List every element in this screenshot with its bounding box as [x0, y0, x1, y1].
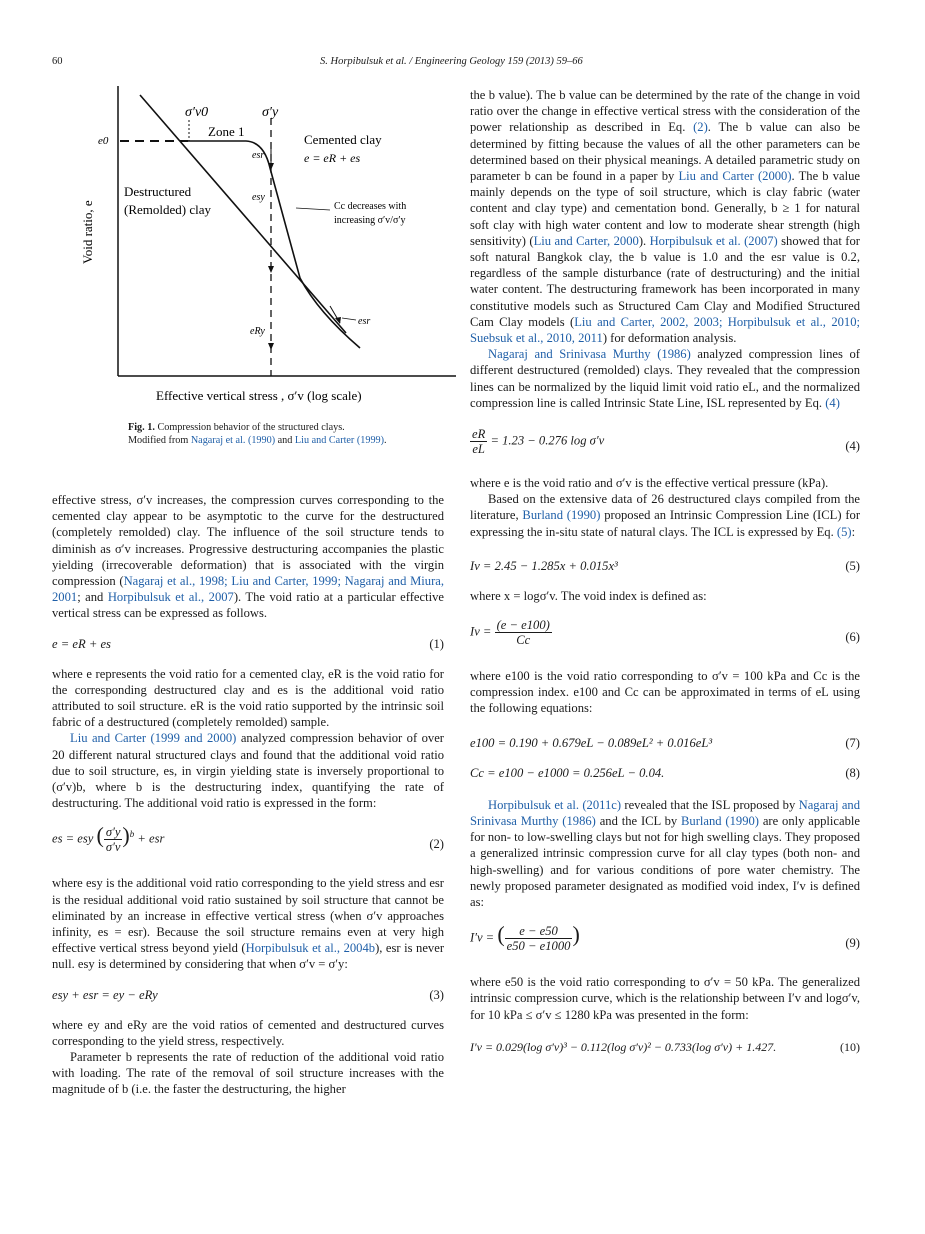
- compression-figure: [78, 78, 460, 408]
- left-paragraph-3: Liu and Carter (1999 and 2000) analyzed compression behavior of over 20 different natural structured clays and found that the additional void ratio due to soil structure, es, in virgin yielding state is inversely proportional to (σ′v)b, where b is the destructuring index, quantifying the rate of destructuring. The additional void ratio is expressed in the form:: [52, 731, 444, 811]
- left-paragraph-6: Parameter b represents the rate of reduction of the additional void ratio with loading. The rate of the removal of soil structure increases with the magnitude of b (i.e. the faster the destructuring, the higher: [52, 1050, 444, 1097]
- esr-leader: [342, 318, 356, 320]
- ref-link[interactable]: Nagaraj and Srinivasa Murthy (1986): [488, 347, 691, 362]
- caption-mod: Modified from: [128, 435, 189, 446]
- equation-10: I′v = 0.029(log σ′v)³ − 0.112(log σ′v)² − 0.733(log σ′v) + 1.427. (10): [470, 1039, 860, 1054]
- equation-8: Cc = e100 − e1000 = 0.256eL − 0.04. (8): [470, 765, 860, 780]
- label-esr-right: esr: [358, 316, 371, 327]
- label-cemented-eq: e = eR + es: [304, 151, 361, 165]
- running-title: S. Horpibulsuk et al. / Engineering Geology 159 (2013) 59–66: [320, 56, 583, 67]
- ref-link[interactable]: Burland (1990): [681, 813, 759, 828]
- equation-4: $\frac{eR}{eL}$ = 1.23 − 0.276 log σ′v (4): [472, 427, 860, 457]
- ref-link[interactable]: Liu and Carter, 2002, 2003; Horpibulsuk et al., 2010; Suebsuk et al., 2010, 2011: [470, 314, 860, 346]
- ref-link[interactable]: Horpibulsuk et al. (2011c): [488, 797, 622, 812]
- right-paragraph-2: Nagaraj and Srinivasa Murthy (1986) analyzed compression lines of different destructured (remolded) clays. They revealed that the compression lines can be normalized by the liquid limit void ratio eL, and the normalized compression line is called Intrinsic State Line, ISL represented by Eq. (4): [470, 347, 861, 410]
- ref-link[interactable]: Liu and Carter, 2000: [533, 233, 639, 248]
- left-paragraph-4: where esy is the additional void ratio corresponding to the yield stress and esr is the residual additional void ratio sustained by soil structure that cannot be eliminated by an increase in effective vertical stress (when σ′v approaches infinity, es = esr). Because the soil structure remains even at very high effective vertical stress beyond yield (Horpibulsuk et al., 2004b), esr is never null. esy is determined by considering that when σ′v = σ′y:: [52, 876, 445, 972]
- label-e0: e0: [98, 135, 109, 147]
- equation-7: e100 = 0.190 + 0.679eL − 0.089eL² + 0.016eL³ (7): [470, 735, 860, 750]
- label-xlabel: Effective vertical stress , σ′v (log scale): [156, 388, 362, 403]
- label-esr-top: esr: [252, 150, 265, 161]
- label-zone: Zone 1: [208, 124, 245, 139]
- eq-link[interactable]: (2): [693, 120, 708, 135]
- label-ylabel: Void ratio, e: [80, 200, 95, 264]
- ref-link[interactable]: Horpibulsuk et al., 2004b: [245, 941, 376, 956]
- caption-and: and: [277, 435, 293, 446]
- caption-end: .: [384, 435, 387, 446]
- equation-3: esy + esr = ey − eRy (3): [52, 987, 444, 1002]
- left-column: [52, 492, 444, 1098]
- left-paragraph-2: where e represents the void ratio for a cemented clay, eR is the void ratio for the corresponding destructured clay and es is the additional void ratio attributed to soil structure. eR is the void ratio supported by the intrinsic soil fabric of a destructured (completely remolded) sample.: [52, 666, 444, 730]
- cemented-curve: [188, 141, 360, 348]
- right-paragraph-3: where e is the void ratio and σ′v is the effective vertical pressure (kPa).: [470, 476, 829, 491]
- ref-link[interactable]: Nagaraj and Srinivasa Murthy (1986): [470, 797, 860, 828]
- eRy-arrow-head: [268, 343, 274, 350]
- label-cemented-title: Cemented clay: [304, 132, 382, 147]
- cc-leader: [296, 208, 330, 210]
- ref-link[interactable]: Liu and Carter (1999 and 2000): [70, 731, 237, 746]
- eq-link[interactable]: (5): [836, 524, 852, 539]
- label-destructured-1: Destructured: [124, 184, 192, 199]
- equation-9: I′v = ( $\frac{e - e50}{e50 - e1000}$ ) (9): [470, 921, 860, 954]
- label-destructured-2: (Remolded) clay: [124, 202, 211, 217]
- caption-ref-2[interactable]: Liu and Carter (1999): [294, 435, 385, 446]
- right-paragraph-7: Horpibulsuk et al. (2011c) revealed that the ISL proposed by Nagaraj and Srinivasa Murthy (1986) and the ICL by Burland (1990) are only applicable for non- to low-swelling clays but not for high swelling clays. They proposed a generalized intrinsic compression curve for all clay types (both non- and high-swelling) and for various conditions of pore water chemistry. The newly proposed parameter designated as modified void index, I′v is defined as:: [470, 797, 860, 909]
- caption-label: Fig. 1.: [128, 422, 155, 433]
- page-number: 60: [52, 56, 63, 67]
- label-sy: σ′y: [262, 105, 279, 120]
- label-cc-note-1: Cc decreases with: [334, 201, 407, 212]
- esy-arrow-head: [268, 266, 274, 273]
- right-paragraph-4: Based on the extensive data of 26 destructured clays compiled from the literature, Burland (1990) proposed an Intrinsic Compression Line (ICL) for expressing the in-situ state of natural clays. The ICL is expressed by Eq. (5):: [470, 492, 861, 539]
- right-paragraph-8: where e50 is the void ratio corresponding to σ′v = 50 kPa. The generalized intrinsic compression curve, which is the relationship between I′v and logσ′v, for 10 kPa ≤ σ′v ≤ 1280 kPa was presented in the form:: [470, 975, 860, 1022]
- left-paragraph-5: where ey and eRy are the void ratios of cemented and destructured curves corresponding to the yield stress, respectively.: [52, 1017, 444, 1048]
- figure-caption: [128, 421, 448, 447]
- eq-link[interactable]: (4): [825, 395, 840, 410]
- label-sv0: σ′v0: [185, 105, 209, 120]
- ref-link[interactable]: Burland (1990): [522, 508, 601, 523]
- left-paragraph-1: effective stress, σ′v increases, the compression curves corresponding to the cemented clay appear to be asymptotic to the curve for the destructured (completely remolded) clay. The influence of the soil structure tends to diminish as σ′v increases. Progressive destructuring accompanies the plastic yielding (irrecoverable deformation) that is associated with the virgin compression (Nagaraj et al., 1998; Liu and Carter, 1999; Nagaraj and Miura, 2001; and Horpibulsuk et al., 2007). The void ratio at a particular effective vertical stress can be expressed as follows.: [52, 493, 445, 621]
- right-column: [470, 87, 860, 1071]
- equation-6: Iv = $\frac{(e - e100)}{Cc}$ (6): [470, 618, 860, 648]
- caption-ref-1[interactable]: Nagaraj et al. (1990): [190, 435, 276, 446]
- equation-1: e = eR + es (1): [52, 636, 444, 651]
- equation-5: Iv = 2.45 − 1.285x + 0.015x³ (5): [470, 558, 860, 573]
- right-paragraph-1: the b value). The b value can be determined by the rate of the change in void ratio over the change in effective vertical stress with the consideration of the power relationship as described in Eq. (2). The b value can also be determined by fitting because the values of all the other parameters can be determined based on their physical meanings. A detailed parametric study on parameter b can be found in a paper by Liu and Carter (2000). The b value mainly depends on the type of soil structure, which is clay fabric (water content and clay type) and cementation bond. Generally, b ≥ 1 for natural soft clay with high water content and low to moderate shear strength (high sensitivity) (Liu and Carter, 2000). Horpibulsuk et al. (2007) showed that for soft natural Bangkok clay, the b value is 1.0 and the esr value is 0.2, regardless of the sample disturbance (rate of destructuring) and the initial water content. The destructuring framework has been incorporated in many constitutive models such as Structured Cam Clay and Modified Structured Cam Clay models (Liu and Carter, 2002, 2003; Horpibulsuk et al., 2010; Suebsuk et al., 2010, 2011) for deformation analysis.: [470, 88, 861, 346]
- right-paragraph-6: where e100 is the void ratio corresponding to σ′v = 100 kPa and Cc is the compression index. e100 and Cc can be approximated in terms of eL using the following equations:: [470, 669, 860, 716]
- ref-link[interactable]: Liu and Carter (2000): [678, 169, 792, 184]
- ref-link[interactable]: Horpibulsuk et al., 2007: [107, 590, 234, 605]
- equation-2: es = esy ( $\frac{\sigma'y}{\sigma'v}$ )$^b$ + esr (2): [52, 822, 444, 855]
- ref-link[interactable]: Nagaraj et al., 1998; Liu and Carter, 1999; Nagaraj and Miura, 2001: [52, 574, 445, 605]
- label-eRy: eRy: [250, 326, 265, 337]
- label-esy: esy: [252, 192, 265, 203]
- caption-text: Compression behavior of the structured clays.: [157, 422, 345, 433]
- right-paragraph-5: where x = logσ′v. The void index is defined as:: [470, 588, 707, 603]
- ref-link[interactable]: Horpibulsuk et al. (2007): [649, 233, 778, 248]
- label-cc-note-2: increasing σ′v/σ′y: [334, 215, 406, 226]
